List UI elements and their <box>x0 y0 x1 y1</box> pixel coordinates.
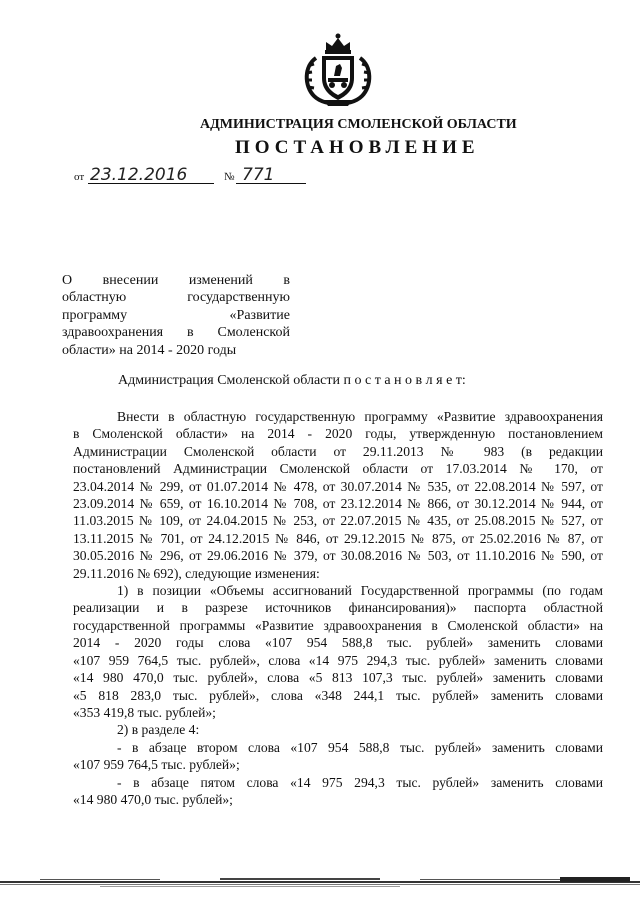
subject-line: здравоохранения в Смоленской <box>62 325 290 341</box>
date-number-line <box>74 163 314 185</box>
resolution-body <box>73 408 603 808</box>
body-line: Администрации Смоленской области от 29.11.2013 № 983 (в редакции <box>73 443 603 459</box>
body-line: Внести в областную государственную программу «Развитие здравоохранения <box>117 409 603 424</box>
body-line: 30.05.2016 № 296, от 29.06.2016 № 379, от 30.08.2016 № 503, от 11.10.2016 № 590, от <box>73 548 603 564</box>
body-line: «107 959 764,5 тыс. рублей», слова «14 975 294,3 тыс. рублей» заменить словами <box>73 652 603 668</box>
subject-line: О внесении изменений в <box>62 273 290 288</box>
body-line: 2014 - 2020 годы слова «107 954 588,8 тыс. рублей» заменить словами <box>73 635 603 651</box>
body-line: 13.11.2015 № 701, от 24.12.2015 № 846, от 29.12.2015 № 875, от 25.02.2016 № 87, от <box>73 530 603 546</box>
number-prefix: № <box>224 171 235 183</box>
body-line: «14 980 470,0 тыс. рублей»; <box>73 791 233 807</box>
scan-noise-strip <box>0 876 640 890</box>
body-line: 23.04.2014 № 299, от 01.07.2014 № 478, от 30.07.2014 № 535, от 22.08.2014 № 597, от <box>73 478 603 494</box>
body-line: 23.09.2014 № 659, от 16.10.2014 № 708, от 23.12.2014 № 866, от 30.12.2014 № 944, от <box>73 496 603 512</box>
subject-line: программу «Развитие <box>62 307 290 323</box>
organization-name: АДМИНИСТРАЦИЯ СМОЛЕНСКОЙ ОБЛАСТИ <box>200 117 517 132</box>
subject-line: областную государственную <box>62 290 290 306</box>
body-line: 29.11.2016 № 692), следующие изменения: <box>73 565 320 581</box>
date-prefix: от <box>74 171 85 183</box>
body-line: реализации и в разрезе источников финансирования)» паспорта областной <box>73 600 603 616</box>
body-line: «353 419,8 тыс. рублей»; <box>73 704 216 720</box>
body-line: 11.03.2015 № 109, от 24.04.2015 № 253, от 22.07.2015 № 435, от 25.08.2015 № 527, от <box>73 513 603 529</box>
body-line: государственной программы «Развитие здравоохранения в Смоленской области» на <box>73 617 603 633</box>
handwritten-date: 23.12.2016 <box>90 165 188 185</box>
subject-line: области» на 2014 - 2020 годы <box>62 342 237 358</box>
body-line: «5 818 283,0 тыс. рублей», слова «348 244,1 тыс. рублей» заменить словами <box>73 687 603 703</box>
body-line: в Смоленской области» на 2014 - 2020 годы, утвержденную постановлением <box>73 426 603 442</box>
body-line: «107 959 764,5 тыс. рублей»; <box>73 757 240 773</box>
body-line: 2) в разделе 4: <box>117 722 200 738</box>
handwritten-number: 771 <box>242 165 275 185</box>
resolution-intro: Администрация Смоленской области п о с т а н о в л я е т: <box>118 373 466 388</box>
body-line: - в абзаце пятом слова «14 975 294,3 тыс. рублей» заменить словами <box>117 774 603 790</box>
coat-of-arms-icon <box>296 30 380 108</box>
body-line: постановлений Администрации Смоленской области от 17.03.2014 № 170, от <box>73 461 603 477</box>
body-line: - в абзаце втором слова «107 954 588,8 тыс. рублей» заменить словами <box>117 739 603 755</box>
body-line: 1) в позиции «Объемы ассигнований Государственной программы (по годам <box>117 583 603 599</box>
body-line: «14 980 470,0 тыс. рублей», слова «5 813 107,3 тыс. рублей» заменить словами <box>73 670 603 686</box>
document-subject <box>62 272 290 359</box>
document-type: ПОСТАНОВЛЕНИЕ <box>235 137 480 158</box>
